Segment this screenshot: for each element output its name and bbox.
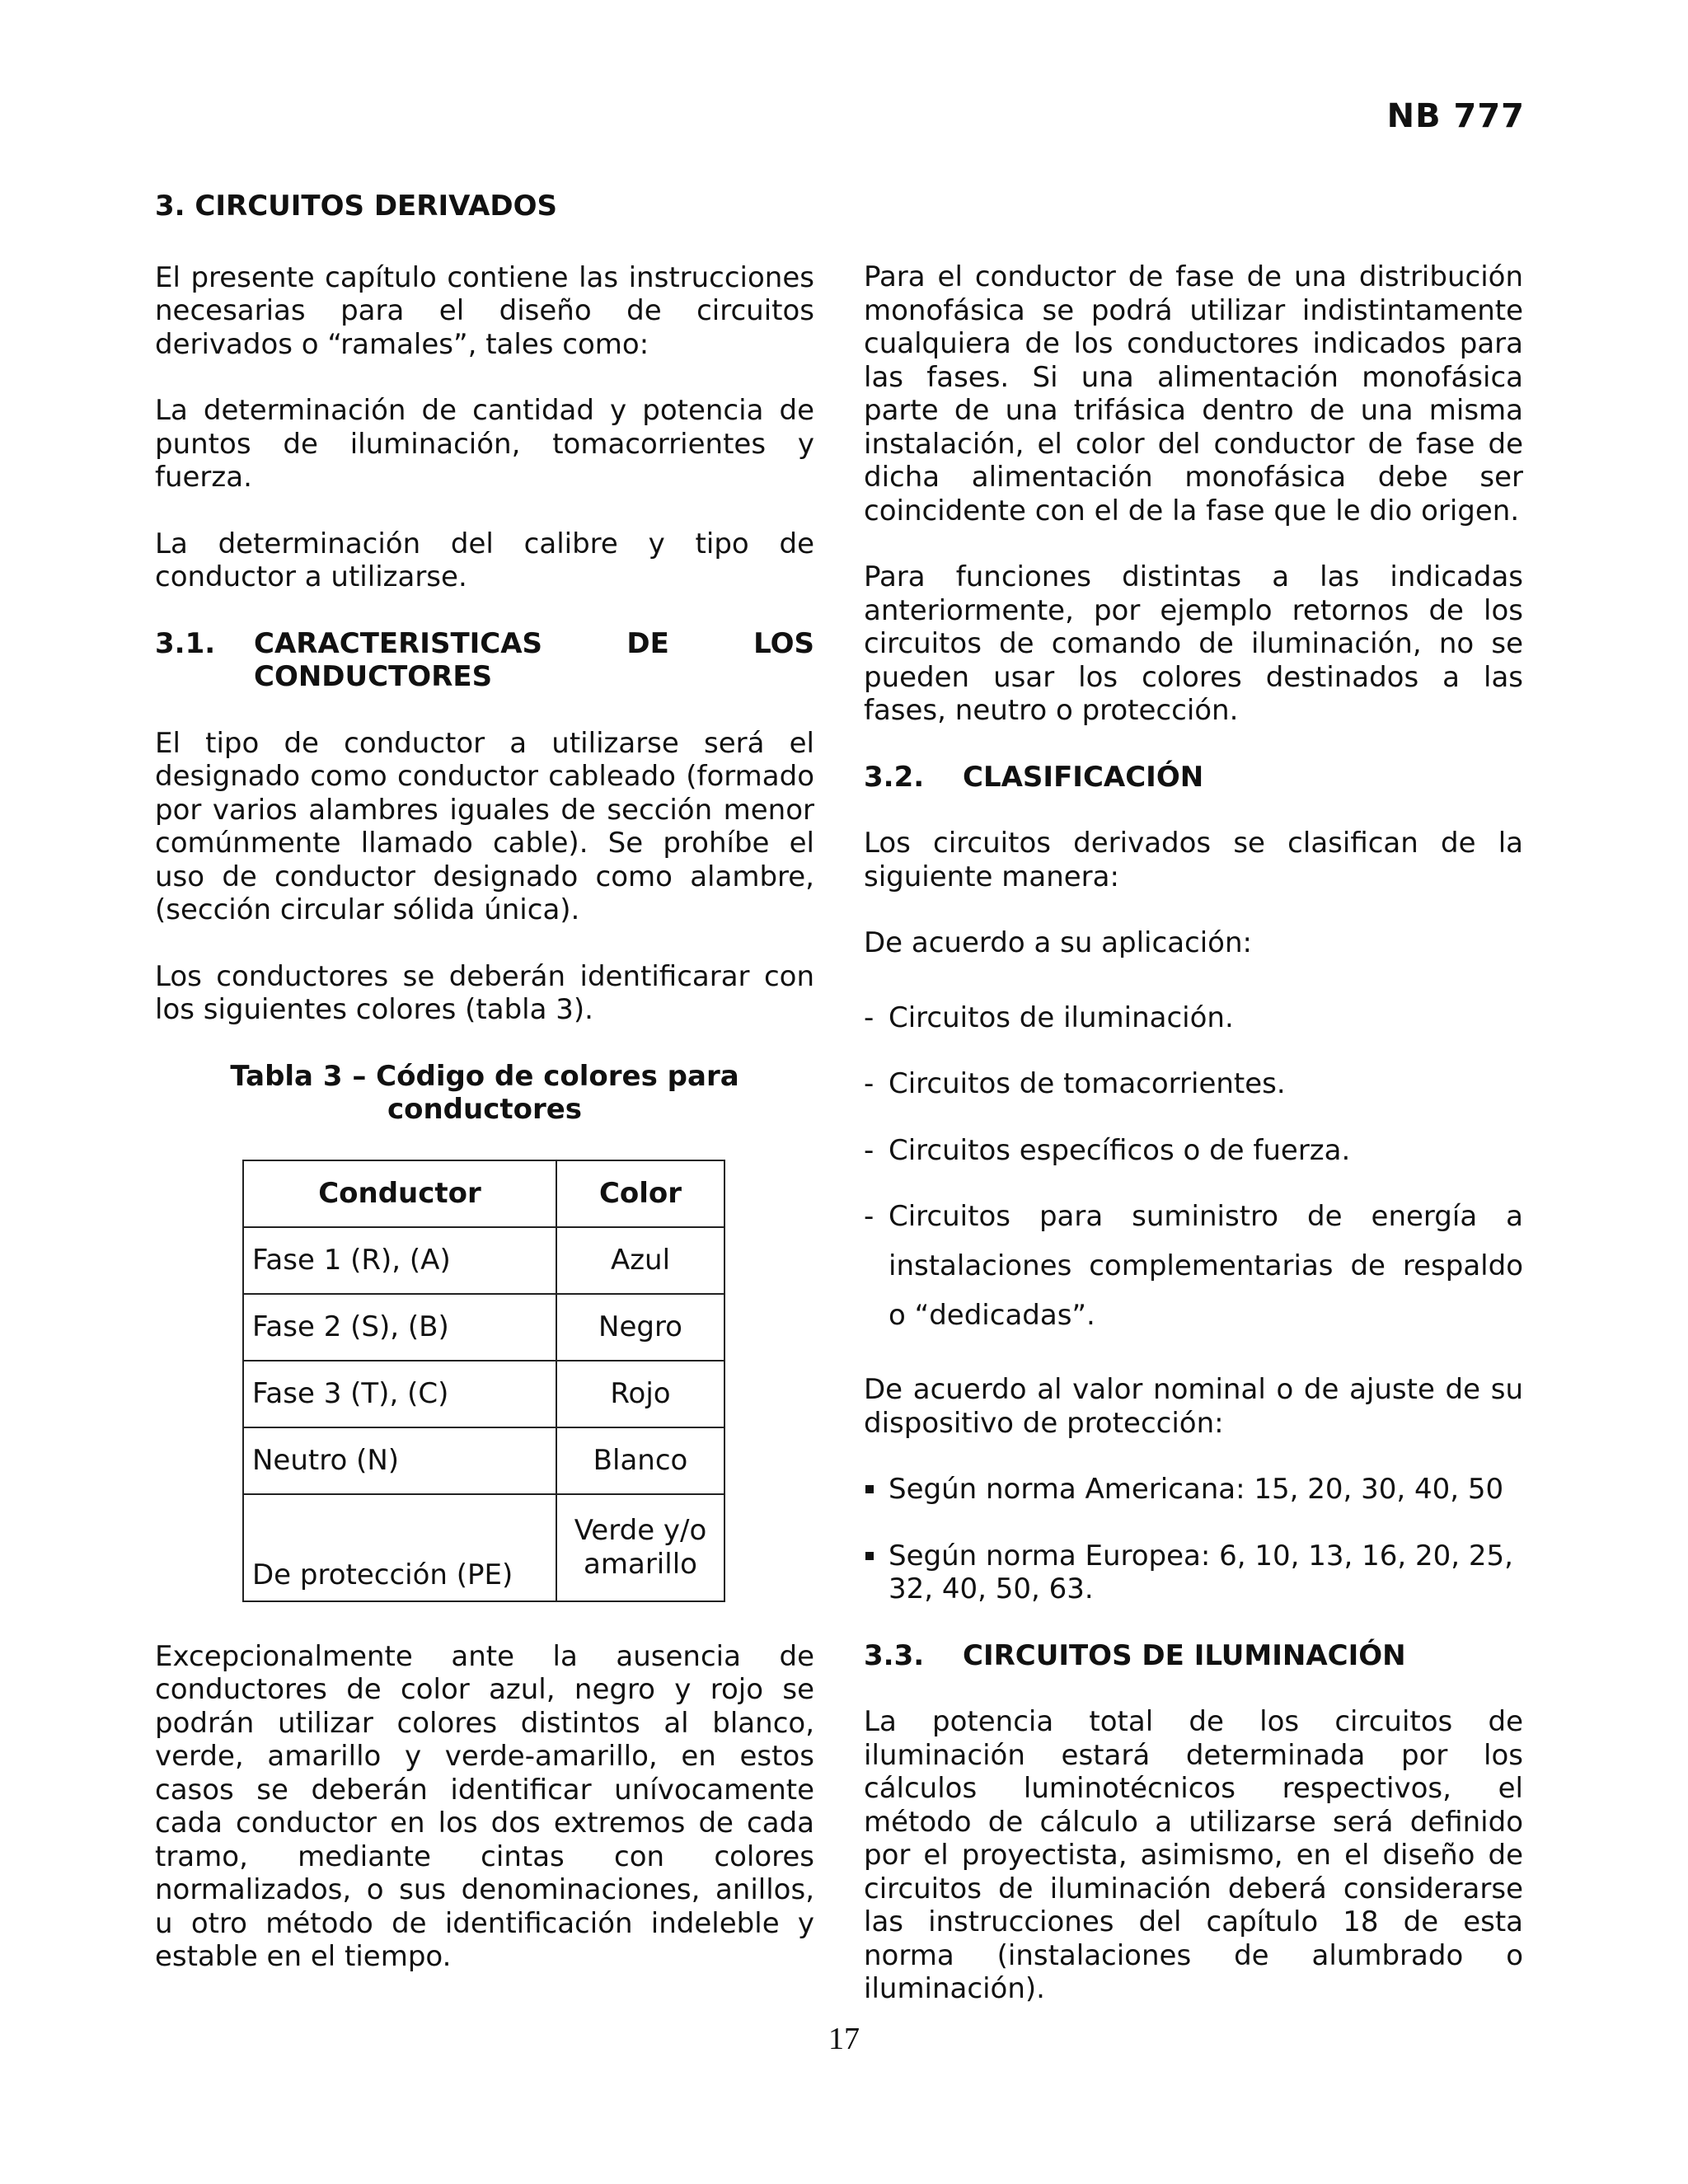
section-title: CIRCUITOS DE ILUMINACIÓN <box>963 1638 1406 1672</box>
paragraph: Los circuitos derivados se clasifican de la siguiente manera: <box>864 827 1523 893</box>
paragraph: De acuerdo a su aplicación: <box>864 926 1252 959</box>
list-item: - Circuitos para suministro de energía a instalaciones complementarias de respaldo o “dedicadas”. <box>864 1192 1523 1340</box>
paragraph: La potencia total de los circuitos de iluminación estará determinada por los cálculos luminotécnicos respectivos, el método de cálculo a utilizarse será definido por el proyectista, asimismo, en el diseño de circuitos de iluminación deberá considerarse las instrucciones del capítulo 18 de esta norma (instalaciones de alumbrado o iluminación). <box>864 1705 1523 2005</box>
section-heading-3-2 <box>864 761 1523 794</box>
paragraph: Los conductores se deberán identificarar con los siguientes colores (tabla 3). <box>155 959 814 1026</box>
paragraph: Excepcionalmente ante la ausencia de conductores de color azul, negro y rojo se podrán utilizar colores distintos al blanco, verde, amarillo y verde-amarillo, en estos casos se deberán identificar unívocamente cada conductor en los dos extremos de cada tramo, mediante cintas con colores normalizados, o sus denominaciones, anillos, u otro método de identificación indeleble y estable en el tiempo. <box>155 1639 814 1973</box>
color-code-table <box>242 1160 725 1602</box>
paragraph: Para funciones distintas a las indicadas anteriormente, por ejemplo retornos de los circuitos de comando de iluminación, no se pueden usar los colores destinados a las fases, neutro o protección. <box>864 560 1523 727</box>
table-cell: Blanco <box>556 1427 724 1494</box>
section-heading-3-1 <box>155 627 814 694</box>
section-number: 3.2. <box>864 760 925 794</box>
application-list <box>864 1001 1523 1341</box>
section-number: 3.1. <box>155 626 216 660</box>
paragraph: La determinación del calibre y tipo de conductor a utilizarse. <box>155 527 814 593</box>
table-cell: Neutro (N) <box>243 1427 556 1494</box>
section-number: 3.3. <box>864 1638 925 1672</box>
table-row <box>243 1427 724 1494</box>
table-row <box>243 1494 724 1601</box>
paragraph: De acuerdo al valor nominal o de ajuste de su dispositivo de protección: <box>864 1373 1523 1440</box>
table-row <box>243 1361 724 1427</box>
table-cell: Verde y/o amarillo <box>556 1494 724 1601</box>
list-item: Según norma Europea: 6, 10, 13, 16, 20, 25, 32, 40, 50, 63. <box>864 1540 1523 1606</box>
table-cell: De protección (PE) <box>243 1494 556 1601</box>
list-item: Según norma Americana: 15, 20, 30, 40, 50 <box>864 1473 1523 1507</box>
table-cell: Rojo <box>556 1361 724 1427</box>
section-heading-3-3 <box>864 1639 1523 1673</box>
section-title: CARACTERISTICAS DE LOS CONDUCTORES <box>254 626 814 693</box>
chapter-title: 3. CIRCUITOS DERIVADOS <box>155 190 558 223</box>
table-cell: Fase 1 (R), (A) <box>243 1227 556 1294</box>
table-row <box>243 1227 724 1294</box>
page-number: 17 <box>828 2022 860 2056</box>
table-caption: Tabla 3 – Código de colores para conductores <box>230 1059 739 1126</box>
left-column <box>155 190 814 2007</box>
table-cell: Fase 3 (T), (C) <box>243 1361 556 1427</box>
document-code: NB 777 <box>1386 97 1525 135</box>
section-title: CLASIFICACIÓN <box>963 760 1204 794</box>
right-column <box>864 260 1523 2039</box>
table-cell: Azul <box>556 1227 724 1294</box>
list-item: - Circuitos específicos o de fuerza. <box>864 1134 1523 1168</box>
table-cell: Fase 2 (S), (B) <box>243 1294 556 1361</box>
list-item: - Circuitos de iluminación. <box>864 1001 1523 1035</box>
table-cell: Negro <box>556 1294 724 1361</box>
table-header-cell: Color <box>556 1160 724 1227</box>
paragraph: El tipo de conductor a utilizarse será el designado como conductor cableado (formado por varios alambres iguales de sección menor comúnmente llamado cable). Se prohíbe el uso de conductor designado como alambre, (sección circular sólida única). <box>155 726 814 926</box>
table-row <box>243 1294 724 1361</box>
paragraph: El presente capítulo contiene las instrucciones necesarias para el diseño de circuitos derivados o “ramales”, tales como: <box>155 260 814 361</box>
paragraph: La determinación de cantidad y potencia de puntos de iluminación, tomacorrientes y fuerza. <box>155 394 814 494</box>
table-header-cell: Conductor <box>243 1160 556 1227</box>
table-header-row <box>243 1160 724 1227</box>
paragraph: Para el conductor de fase de una distribución monofásica se podrá utilizar indistintamente cualquiera de los conductores indicados para las fases. Si una alimentación monofásica parte de una trifásica dentro de una misma instalación, el color del conductor de fase de dicha alimentación monofásica debe ser coincidente con el de la fase que le dio origen. <box>864 260 1523 527</box>
list-item: - Circuitos de tomacorrientes. <box>864 1067 1523 1101</box>
protection-rating-list <box>864 1473 1523 1606</box>
